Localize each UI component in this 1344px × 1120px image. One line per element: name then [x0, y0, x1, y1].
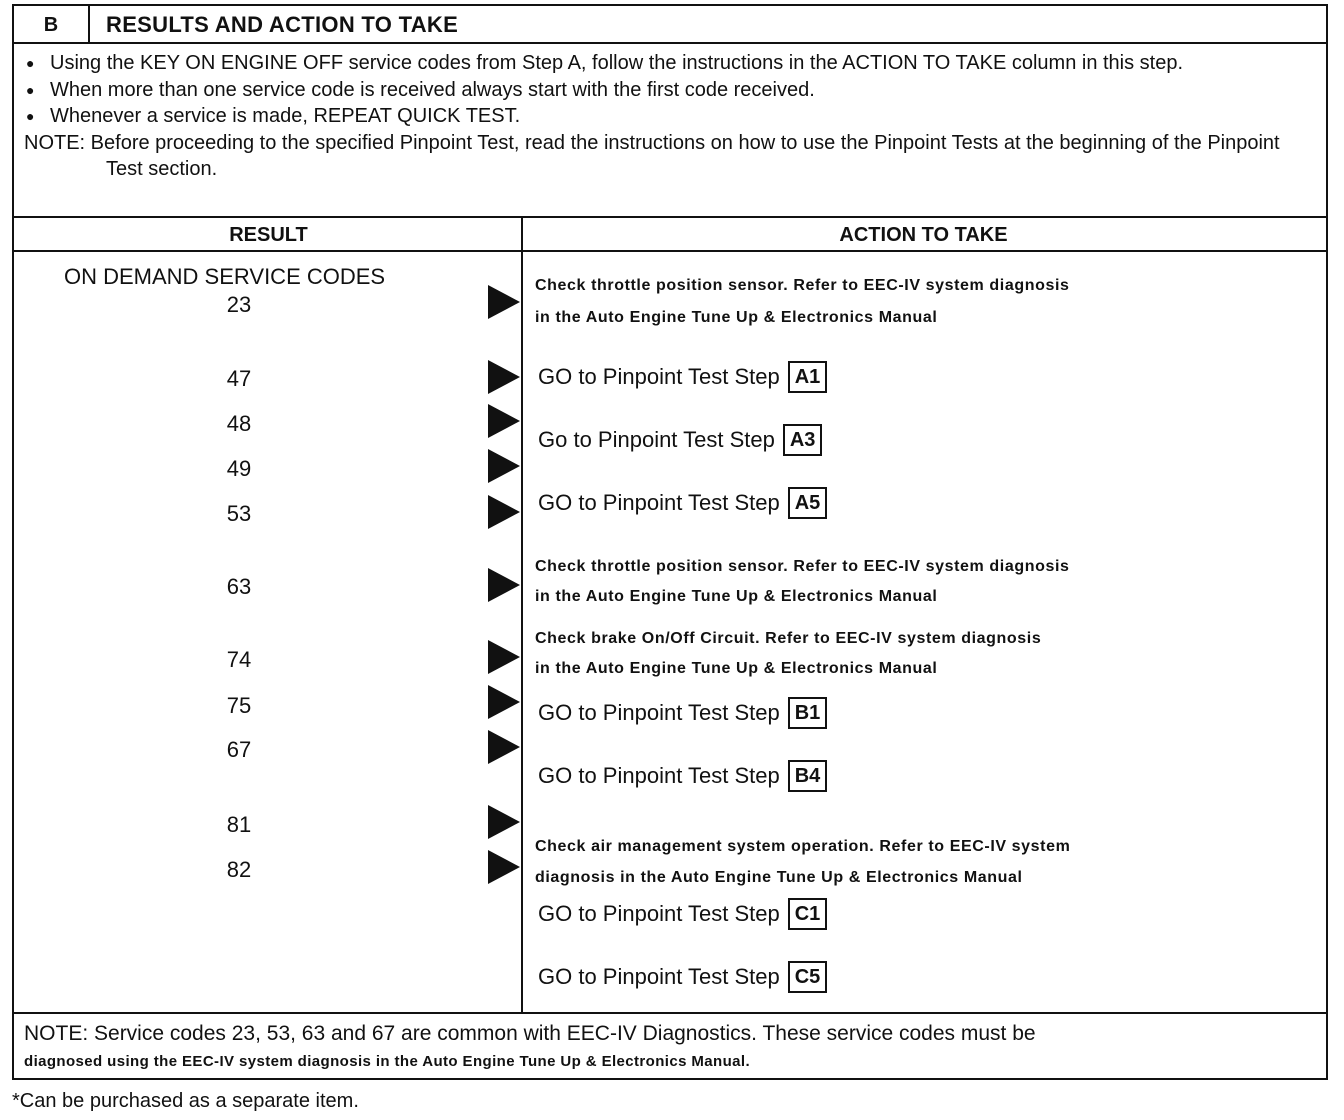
- step-ref-box: B4: [788, 760, 828, 792]
- instruction-bullet: ● Using the KEY ON ENGINE OFF service codes from Step A, follow the instructions in the ACTION TO TAKE column in this step.: [24, 50, 1320, 77]
- result-column-header: RESULT: [14, 216, 523, 252]
- action-text: in the Auto Engine Tune Up & Electronics Manual: [535, 588, 938, 605]
- action-text: Check throttle position sensor. Refer to EEC-IV system diagnosis: [535, 277, 1070, 294]
- service-code: 48: [226, 411, 252, 436]
- action-goto-c5: [538, 961, 827, 993]
- step-ref-box: A3: [783, 424, 823, 456]
- step-ref-box: B1: [788, 697, 828, 729]
- action-text: in the Auto Engine Tune Up & Electronics Manual: [535, 660, 938, 677]
- footer-divider: [14, 1012, 1326, 1014]
- service-code: 82: [226, 857, 252, 882]
- action-text: Check air management system operation. Refer to EEC-IV system: [535, 838, 1071, 855]
- footer-note-line: diagnosed using the EEC-IV system diagnosis in the Auto Engine Tune Up & Electronics Manual.: [24, 1053, 751, 1070]
- action-goto-a5: [538, 487, 827, 519]
- action-text: GO to Pinpoint Test Step: [538, 364, 780, 389]
- step-ref-box: C5: [788, 961, 828, 993]
- footnote: *Can be purchased as a separate item.: [12, 1090, 359, 1112]
- action-text: Go to Pinpoint Test Step: [538, 427, 775, 452]
- service-code: 23: [226, 292, 252, 317]
- action-goto-b4: [538, 760, 827, 792]
- step-ref-box: A1: [788, 361, 828, 393]
- action-text: GO to Pinpoint Test Step: [538, 964, 780, 989]
- column-divider: [521, 216, 523, 1012]
- table-title: RESULTS AND ACTION TO TAKE: [106, 12, 459, 37]
- service-code: 67: [226, 737, 252, 762]
- arrow-icon: [488, 850, 520, 884]
- service-code: 74: [226, 647, 252, 672]
- arrow-icon: [488, 495, 520, 529]
- action-goto-a3: [538, 424, 822, 456]
- arrow-icon: [488, 568, 520, 602]
- action-text: diagnosis in the Auto Engine Tune Up & Electronics Manual: [535, 869, 1023, 886]
- action-goto-a1: [538, 361, 827, 393]
- results-table: [12, 4, 1328, 1080]
- arrow-icon: [488, 449, 520, 483]
- service-code: 49: [226, 456, 252, 481]
- arrow-icon: [488, 360, 520, 394]
- service-code: 75: [226, 693, 252, 718]
- action-goto-b1: [538, 697, 827, 729]
- arrow-icon: [488, 640, 520, 674]
- instructions: [24, 50, 1320, 183]
- action-text: GO to Pinpoint Test Step: [538, 763, 780, 788]
- instruction-bullet: ● Whenever a service is made, REPEAT QUICK TEST.: [24, 103, 1320, 130]
- step-ref-box: C1: [788, 898, 828, 930]
- table-header: [14, 6, 1326, 44]
- action-text: Check brake On/Off Circuit. Refer to EEC-IV system diagnosis: [535, 630, 1042, 647]
- footer-note: [24, 1020, 1320, 1076]
- action-column-header: ACTION TO TAKE: [521, 216, 1326, 252]
- service-code: 63: [226, 574, 252, 599]
- step-ref-box: A5: [788, 487, 828, 519]
- arrow-icon: [488, 685, 520, 719]
- arrow-icon: [488, 730, 520, 764]
- action-text: GO to Pinpoint Test Step: [538, 901, 780, 926]
- arrow-icon: [488, 805, 520, 839]
- action-text: GO to Pinpoint Test Step: [538, 490, 780, 515]
- action-text: GO to Pinpoint Test Step: [538, 700, 780, 725]
- action-text: Check throttle position sensor. Refer to EEC-IV system diagnosis: [535, 558, 1070, 575]
- service-code: 47: [226, 366, 252, 391]
- result-caption: ON DEMAND SERVICE CODES: [64, 264, 386, 289]
- service-code: 81: [226, 812, 252, 837]
- action-text: in the Auto Engine Tune Up & Electronics Manual: [535, 309, 938, 326]
- instruction-bullet: ● When more than one service code is received always start with the first code received.: [24, 77, 1320, 104]
- step-letter: B: [14, 6, 90, 42]
- arrow-icon: [488, 285, 520, 319]
- arrow-icon: [488, 404, 520, 438]
- action-goto-c1: [538, 898, 827, 930]
- footer-note-line: NOTE: Service codes 23, 53, 63 and 67 are common with EEC-IV Diagnostics. These service codes must be: [24, 1022, 1036, 1045]
- instruction-note: NOTE: Before proceeding to the specified Pinpoint Test, read the instructions on how to use the Pinpoint Tests at the beginning of the Pinpoint Test section.: [24, 131, 1280, 180]
- service-code: 53: [226, 501, 252, 526]
